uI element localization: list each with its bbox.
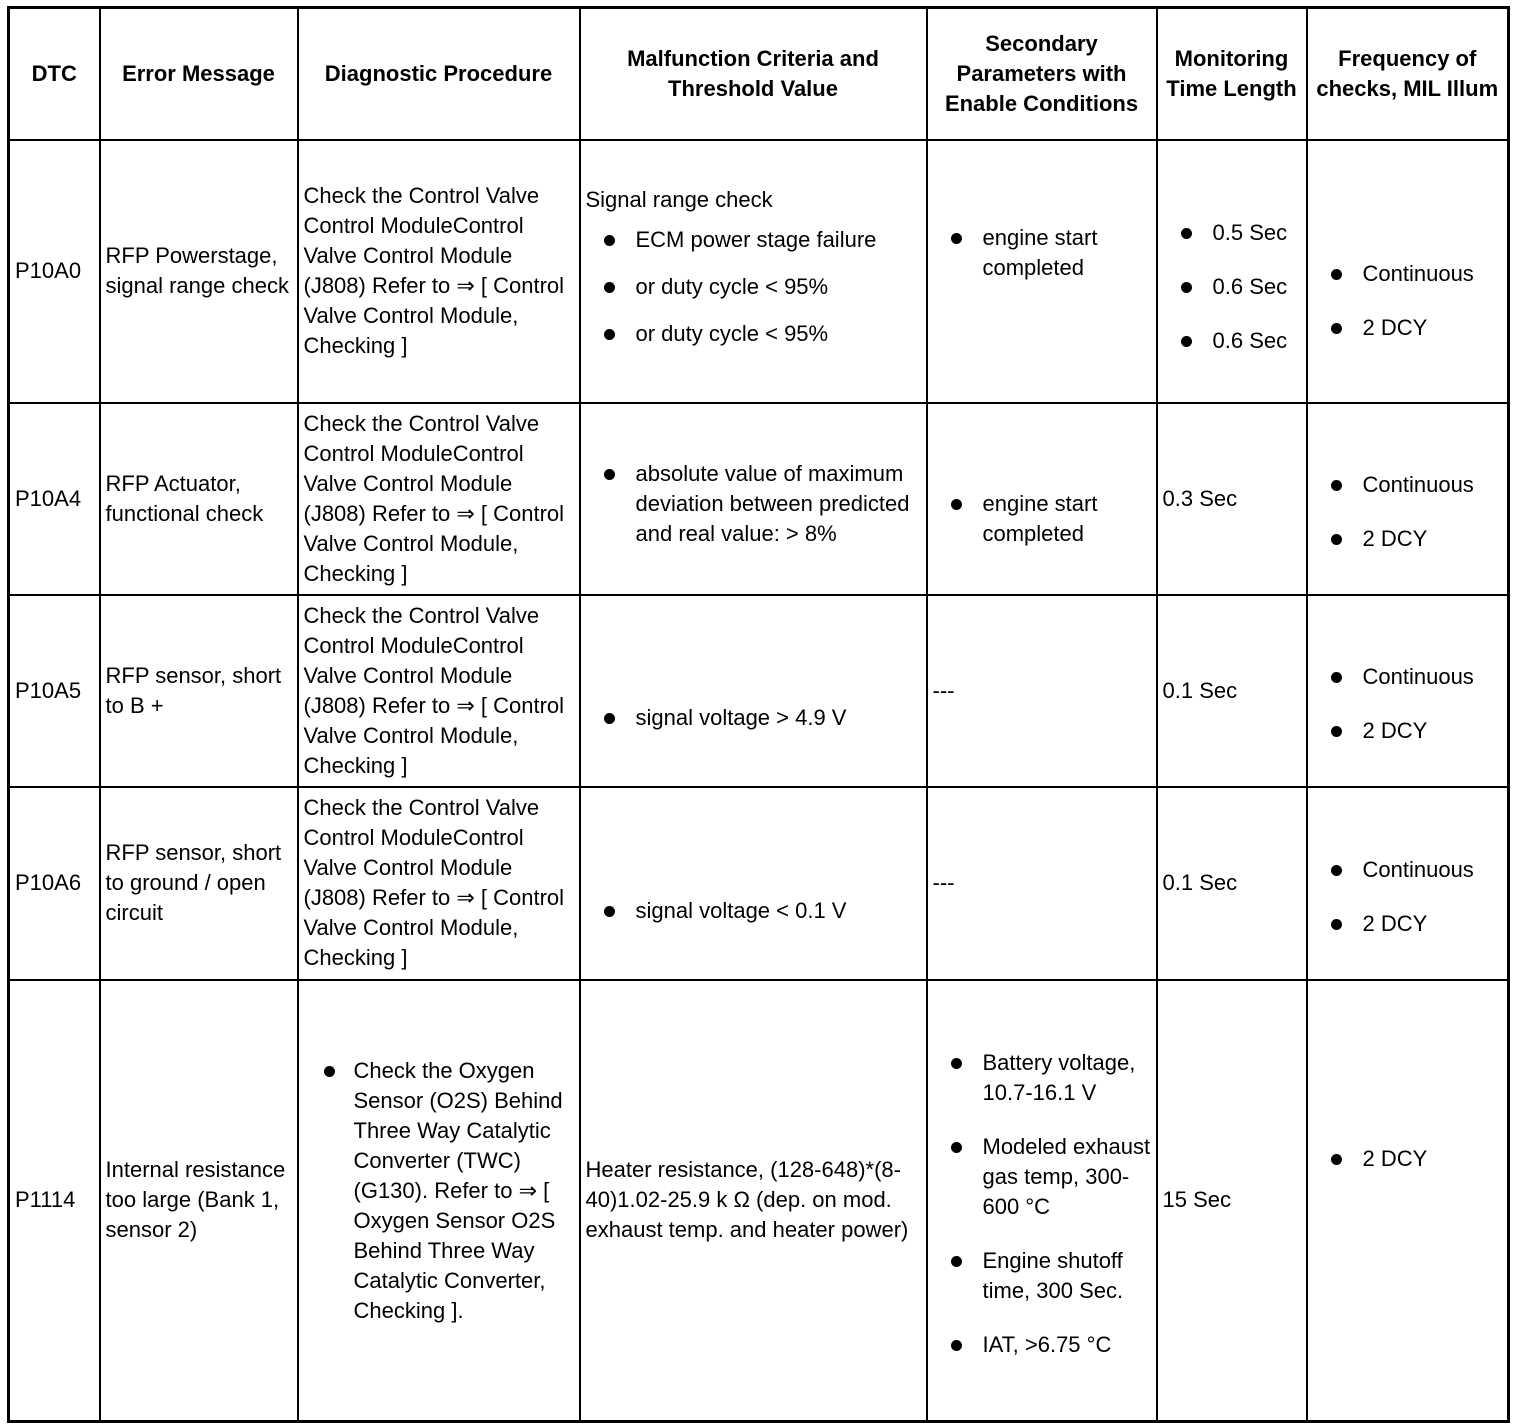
list-item	[586, 272, 921, 302]
list-item	[586, 319, 921, 349]
table-row	[9, 403, 1509, 595]
criteria-item: ECM power stage failure	[635, 227, 877, 252]
list-item	[586, 896, 921, 926]
malfunction-criteria	[580, 787, 927, 980]
procedure-list	[304, 1056, 574, 1326]
time-list	[1163, 218, 1301, 356]
malfunction-criteria	[580, 595, 927, 787]
bullet-icon	[604, 906, 615, 917]
secondary-parameters	[927, 980, 1157, 1422]
criteria-item: or duty cycle < 95%	[635, 274, 829, 299]
secondary-item: Battery voltage, 10.7-16.1 V	[982, 1050, 1136, 1106]
frequency-item: 2 DCY	[1362, 315, 1428, 340]
list-item	[1313, 524, 1503, 554]
dtc-code: P10A0	[9, 140, 100, 403]
secondary-list	[933, 489, 1151, 549]
bullet-icon	[604, 469, 615, 480]
frequency-item: Continuous	[1362, 664, 1474, 689]
criteria-title: Signal range check	[585, 187, 773, 212]
error-message: Internal resistance too large (Bank 1, sensor 2)	[100, 980, 298, 1422]
secondary-item: engine start completed	[982, 490, 1098, 546]
list-item	[1313, 1144, 1503, 1174]
criteria-list	[586, 459, 921, 549]
frequency-list	[1313, 259, 1503, 343]
dtc-code: P10A4	[9, 403, 100, 595]
frequency	[1307, 595, 1509, 787]
time-item: 0.6 Sec	[1212, 328, 1288, 353]
secondary-item: engine start completed	[982, 225, 1098, 280]
bullet-icon	[1181, 282, 1192, 293]
dtc-code: P1114	[9, 980, 100, 1422]
frequency-list	[1313, 1144, 1503, 1174]
list-item	[1163, 272, 1301, 302]
frequency-list	[1313, 855, 1503, 939]
monitoring-time: 0.3 Sec	[1157, 403, 1307, 595]
time-item: 0.6 Sec	[1212, 274, 1288, 299]
frequency-item: 2 DCY	[1362, 526, 1428, 551]
bullet-icon	[951, 1256, 962, 1267]
bullet-icon	[1331, 672, 1342, 683]
secondary-item: Engine shutoff time, 300 Sec.	[982, 1248, 1124, 1304]
bullet-icon	[1331, 865, 1342, 876]
frequency-item: Continuous	[1362, 856, 1474, 882]
monitoring-time	[1157, 140, 1307, 403]
header-frequency: Frequency of checks, MIL Illum	[1307, 8, 1509, 140]
list-item	[1313, 259, 1503, 289]
frequency-item: 2 DCY	[1362, 910, 1428, 936]
secondary-list	[933, 223, 1151, 283]
frequency-item: 2 DCY	[1362, 718, 1428, 743]
secondary-item: Modeled exhaust gas temp, 300-600 °C	[982, 1134, 1151, 1220]
bullet-icon	[604, 329, 615, 340]
bullet-icon	[1331, 480, 1342, 491]
list-item	[1313, 470, 1503, 500]
list-item	[304, 1056, 574, 1326]
header-row	[9, 8, 1509, 140]
bullet-icon	[1331, 726, 1342, 737]
dtc-code: P10A6	[9, 787, 100, 980]
bullet-icon	[951, 1340, 962, 1351]
table-row	[9, 595, 1509, 787]
list-item	[1313, 909, 1503, 939]
diagnostic-procedure: Check the Control Valve Control ModuleControl Valve Control Module (J808) Refer to ⇒ [ Control Valve Control Module, Checking ]	[298, 403, 580, 595]
table-row	[9, 980, 1509, 1422]
frequency	[1307, 140, 1509, 403]
malfunction-criteria	[580, 403, 927, 595]
bullet-icon	[951, 1142, 962, 1153]
bullet-icon	[951, 233, 962, 244]
error-message: RFP Powerstage, signal range check	[100, 140, 298, 403]
list-item	[586, 459, 921, 549]
frequency-item: Continuous	[1362, 472, 1474, 497]
list-item	[586, 225, 921, 255]
frequency-item: Continuous	[1362, 261, 1474, 286]
list-item	[586, 703, 921, 733]
list-item	[1313, 662, 1503, 692]
dtc-code: P10A5	[9, 595, 100, 787]
frequency	[1307, 980, 1509, 1422]
procedure-item: Check the Oxygen Sensor (O2S) Behind Three Way Catalytic Converter (TWC) (G130). Refer to ⇒ [ Oxygen Sensor O2S Behind Three Way Catalytic Converter, Checking ].	[353, 1058, 563, 1324]
list-item	[933, 1330, 1151, 1360]
secondary-list	[933, 1048, 1151, 1360]
monitoring-time: 0.1 Sec	[1157, 787, 1307, 980]
criteria-item: or duty cycle < 95%	[635, 321, 829, 346]
header-diagnostic-procedure: Diagnostic Procedure	[298, 8, 580, 140]
header-secondary-parameters: Secondary Parameters with Enable Conditions	[927, 8, 1157, 140]
error-message: RFP sensor, short to ground / open circuit	[100, 787, 298, 980]
list-item	[1163, 326, 1301, 356]
criteria-list	[586, 703, 921, 733]
bullet-icon	[1331, 323, 1342, 334]
header-malfunction-criteria: Malfunction Criteria and Threshold Value	[580, 8, 927, 140]
header-dtc: DTC	[9, 8, 100, 140]
bullet-icon	[1181, 228, 1192, 239]
criteria-list	[586, 225, 921, 349]
criteria-list	[586, 896, 921, 926]
frequency	[1307, 403, 1509, 595]
secondary-parameters: ---	[927, 595, 1157, 787]
list-item	[933, 1048, 1151, 1108]
diagnostic-procedure: Check the Control Valve Control ModuleControl Valve Control Module (J808) Refer to ⇒ [ Control Valve Control Module, Checking ]	[298, 140, 580, 403]
secondary-item: IAT, >6.75 °C	[982, 1332, 1112, 1358]
table-row	[9, 787, 1509, 980]
bullet-icon	[604, 713, 615, 724]
diagnostic-procedure: Check the Control Valve Control ModuleControl Valve Control Module (J808) Refer to ⇒ [ Control Valve Control Module, Checking ]	[298, 595, 580, 787]
error-message: RFP sensor, short to B +	[100, 595, 298, 787]
header-error-message: Error Message	[100, 8, 298, 140]
bullet-icon	[1181, 336, 1192, 347]
malfunction-criteria	[580, 140, 927, 403]
bullet-icon	[1331, 919, 1342, 930]
frequency	[1307, 787, 1509, 980]
diagnostic-procedure: Check the Control Valve Control ModuleControl Valve Control Module (J808) Refer to ⇒ [ Control Valve Control Module, Checking ]	[298, 787, 580, 980]
list-item	[1313, 313, 1503, 343]
list-item	[933, 1132, 1151, 1222]
dtc-table	[7, 6, 1510, 1423]
secondary-parameters	[927, 403, 1157, 595]
list-item	[1313, 716, 1503, 746]
bullet-icon	[1331, 1154, 1342, 1165]
frequency-list	[1313, 470, 1503, 554]
frequency-list	[1313, 662, 1503, 746]
bullet-icon	[1331, 534, 1342, 545]
error-message: RFP Actuator, functional check	[100, 403, 298, 595]
criteria-item: signal voltage < 0.1 V	[635, 897, 847, 923]
list-item	[1313, 855, 1503, 885]
criteria-item: absolute value of maximum deviation between predicted and real value: > 8%	[635, 460, 910, 546]
monitoring-time: 15 Sec	[1157, 980, 1307, 1422]
secondary-parameters: ---	[927, 787, 1157, 980]
header-monitoring-time: Monitoring Time Length	[1157, 8, 1307, 140]
bullet-icon	[604, 235, 615, 246]
bullet-icon	[604, 282, 615, 293]
list-item	[933, 1246, 1151, 1306]
frequency-item: 2 DCY	[1362, 1146, 1428, 1172]
list-item	[933, 223, 1151, 283]
list-item	[1163, 218, 1301, 248]
bullet-icon	[324, 1066, 335, 1077]
bullet-icon	[951, 1058, 962, 1069]
secondary-parameters	[927, 140, 1157, 403]
malfunction-criteria: Heater resistance, (128-648)*(8-40)1.02-25.9 k Ω (dep. on mod. exhaust temp. and heater power)	[580, 980, 927, 1422]
time-item: 0.5 Sec	[1212, 220, 1288, 245]
monitoring-time: 0.1 Sec	[1157, 595, 1307, 787]
table-row	[9, 140, 1509, 403]
list-item	[933, 489, 1151, 549]
criteria-item: signal voltage > 4.9 V	[635, 705, 847, 730]
diagnostic-procedure	[298, 980, 580, 1422]
bullet-icon	[951, 499, 962, 510]
bullet-icon	[1331, 269, 1342, 280]
